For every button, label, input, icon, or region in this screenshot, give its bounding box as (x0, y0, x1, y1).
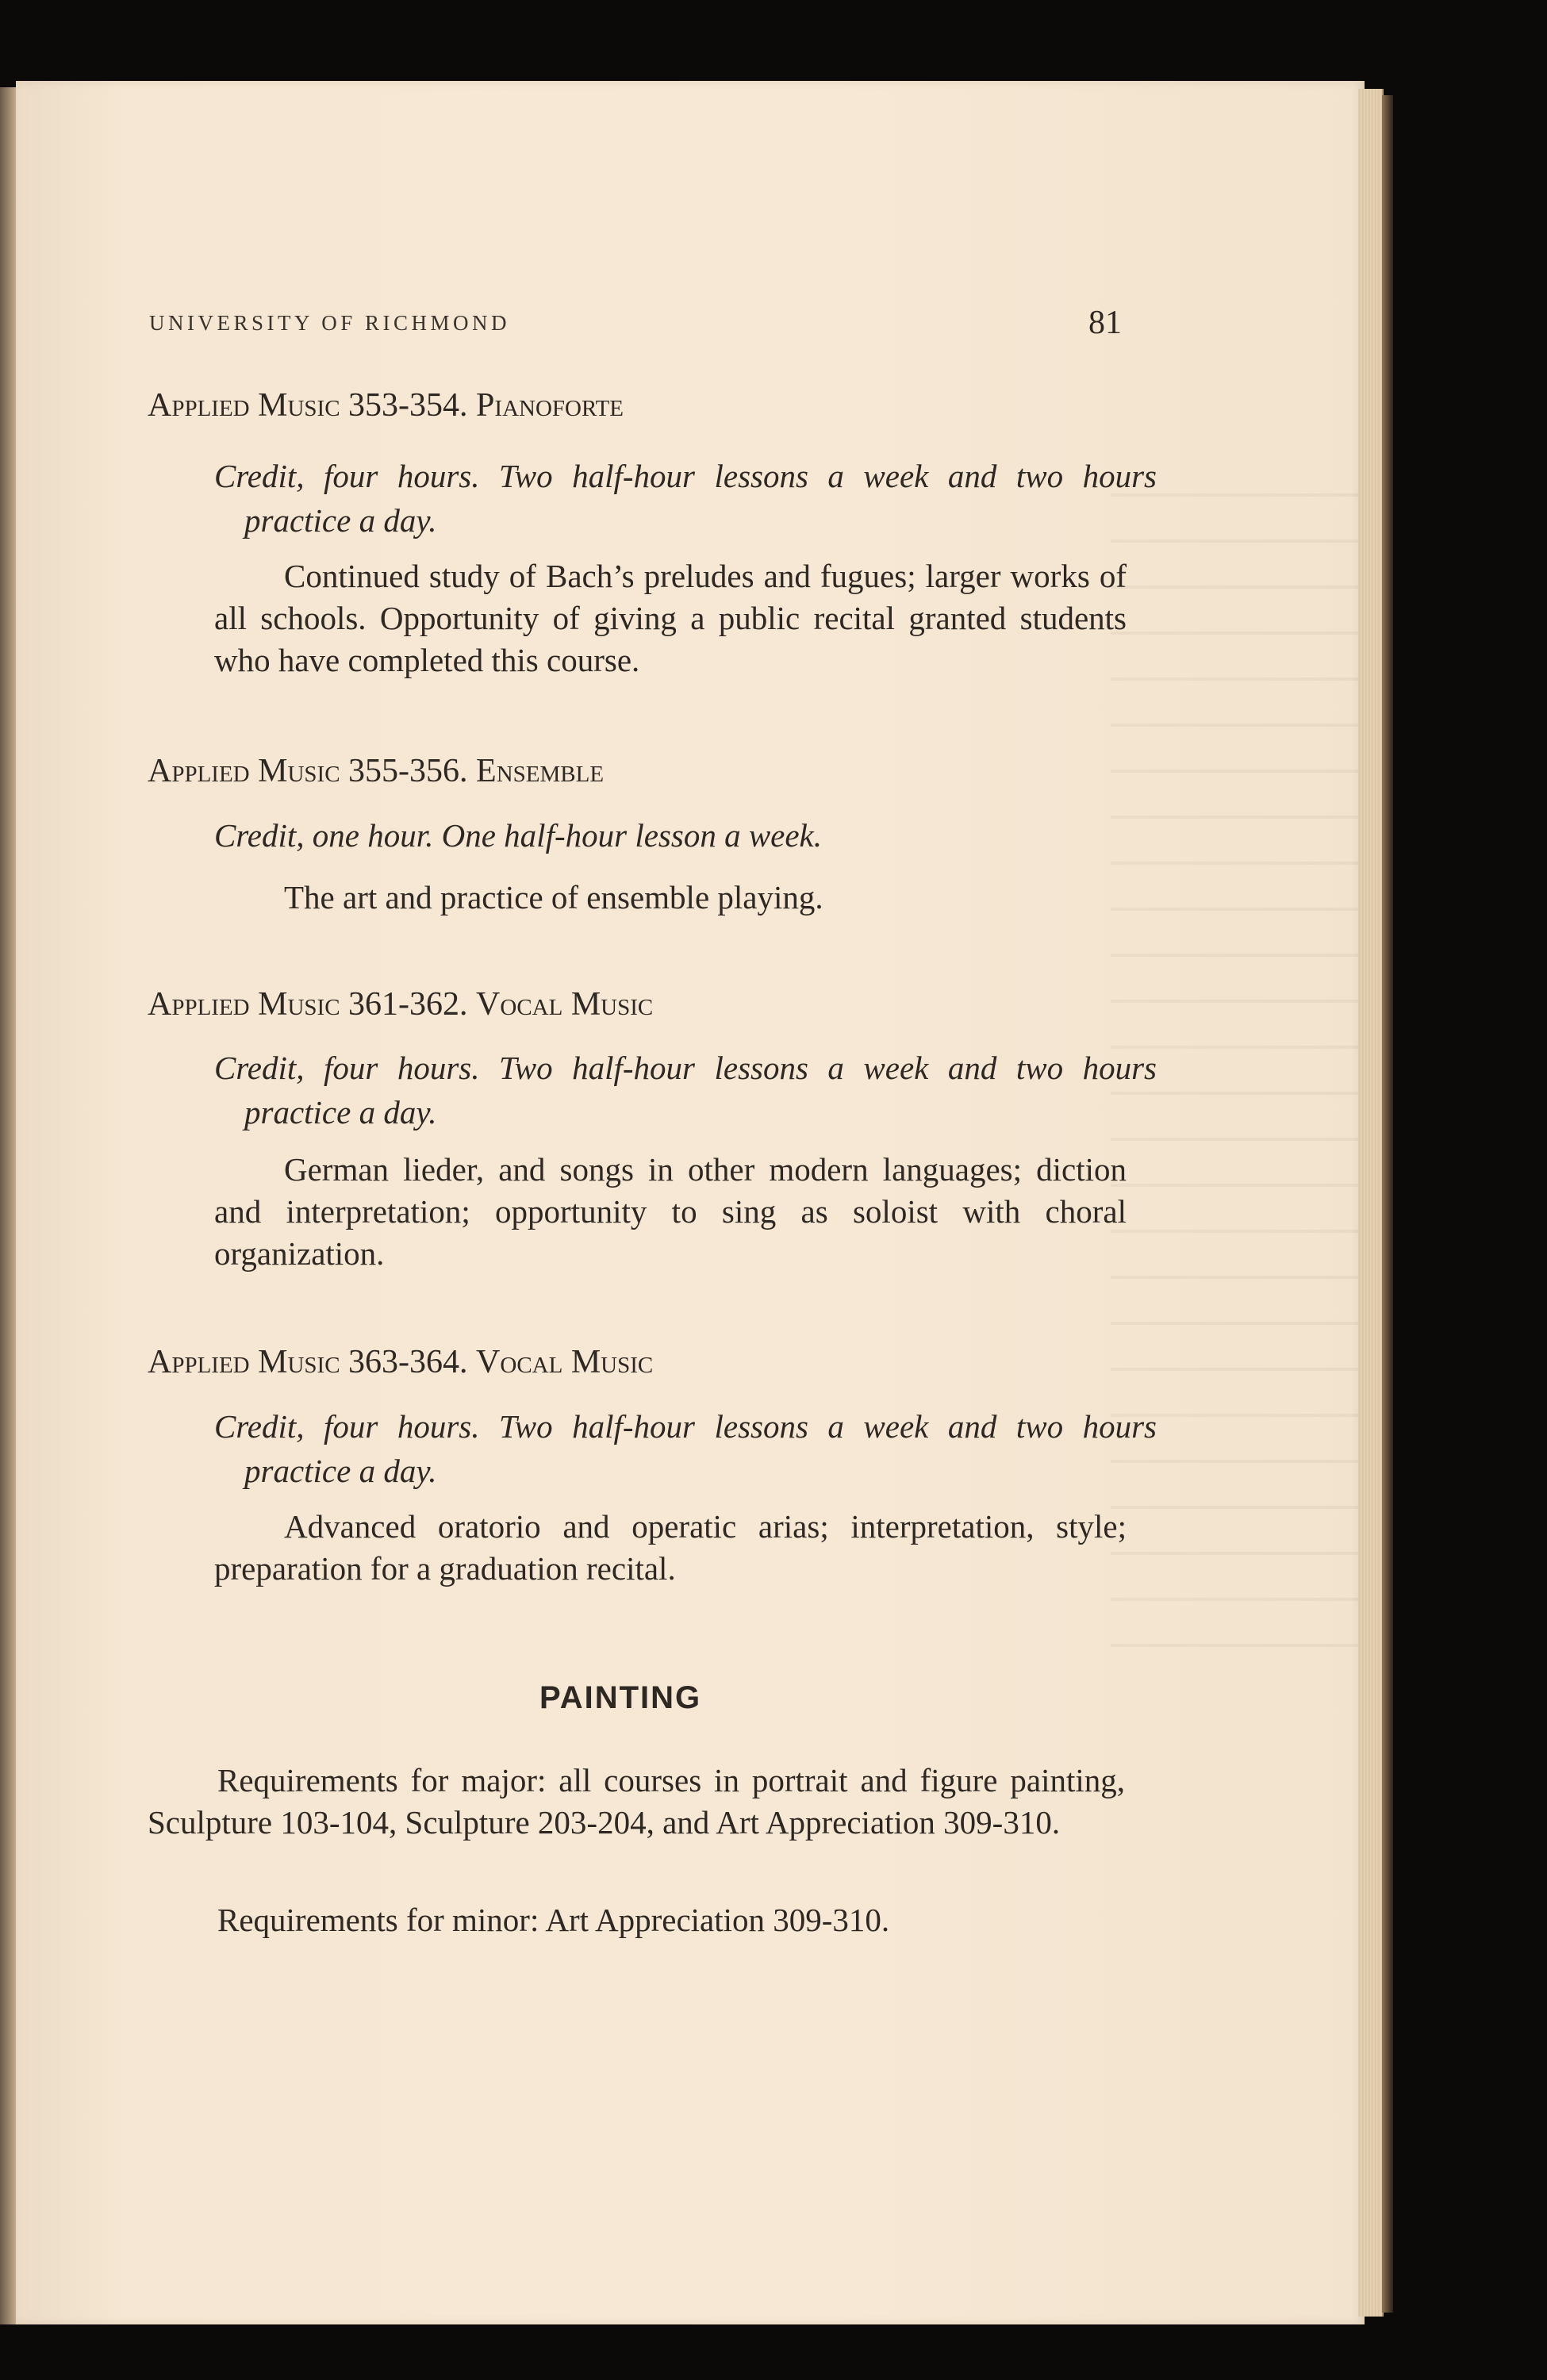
page-stack-edge (1358, 89, 1384, 2317)
course-description: The art and practice of ensemble playing. (284, 879, 823, 916)
running-head: UNIVERSITY OF RICHMOND (149, 311, 511, 335)
course-number: 363-364. (340, 1344, 477, 1380)
course-number: 355-356. (340, 753, 477, 789)
course-title (148, 985, 653, 1023)
course-description: Advanced oratorio and operatic arias; interpretation, style; preparation for a graduation recital. (214, 1508, 1127, 1587)
course-description: German lieder, and songs in other modern languages; diction and interpretation; opportunity to sing as soloist with choral organization. (214, 1151, 1127, 1272)
course-title (148, 752, 604, 790)
course-title (148, 386, 624, 424)
course-name: Ensemble (476, 753, 605, 789)
page-number: 81 (1088, 305, 1122, 341)
course-description: Continued study of Bach’s preludes and fugues; larger works of all schools. Opportunity of giving a public recital granted students who have completed this course. (214, 558, 1127, 678)
course-number: 353-354. (340, 387, 477, 424)
page-shadow (1382, 95, 1393, 2313)
course-number: 361-362. (340, 986, 477, 1023)
course-department: Applied Music (148, 986, 340, 1023)
course-department: Applied Music (148, 387, 340, 424)
course-department: Applied Music (148, 753, 340, 789)
minor-requirements: Requirements for minor: Art Appreciation 309-310. (217, 1902, 890, 1938)
course-title (148, 1343, 653, 1381)
course-credit: Credit, four hours. Two half-hour lessons a week and two hours practice a day. (214, 1050, 1157, 1130)
course-credit: Credit, four hours. Two half-hour lessons a week and two hours practice a day. (214, 458, 1157, 539)
major-requirements: Requirements for major: all courses in portrait and figure painting, Sculpture 103-104, Sculpture 203-204, and Art Appreciation 309-310. (148, 1762, 1125, 1841)
book-spine-edge (0, 87, 17, 2324)
section-heading-painting: PAINTING (539, 1680, 702, 1715)
course-department: Applied Music (148, 1344, 340, 1380)
course-name: Pianoforte (476, 387, 624, 424)
course-name: Vocal Music (476, 1344, 654, 1380)
course-credit: Credit, four hours. Two half-hour lessons a week and two hours practice a day. (214, 1408, 1157, 1489)
course-name: Vocal Music (476, 986, 654, 1023)
course-credit: Credit, one hour. One half-hour lesson a week. (214, 817, 823, 854)
